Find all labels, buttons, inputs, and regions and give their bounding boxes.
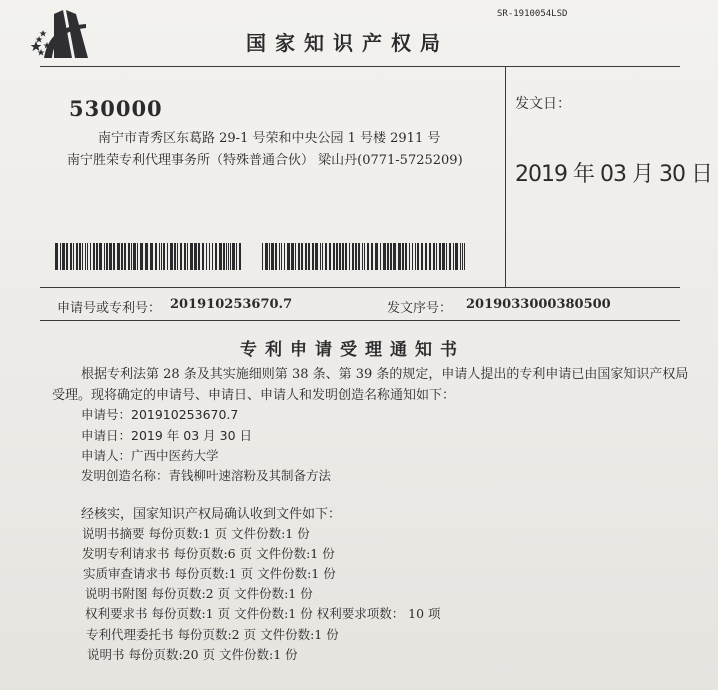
confirmation-line: 经核实，国家知识产权局确认收到文件如下：	[81, 507, 342, 522]
notice-paragraph-line-1: 根据专利法第 28 条及其实施细则第 38 条、第 39 条的规定，申请人提出的专利申请已由国家知识产权局	[81, 367, 689, 382]
field-invention-title: 发明创造名称：青钱柳叶速溶粉及其制备方法	[81, 468, 332, 483]
reference-divider	[40, 320, 680, 321]
barcode-left	[55, 243, 243, 270]
serial-number-label: 发文序号：	[387, 301, 453, 316]
send-date-value: 2019 年 03 月 30 日	[515, 162, 712, 187]
application-number-label: 申请号或专利号：	[57, 301, 162, 316]
barcode-gap	[241, 243, 242, 270]
recipient-agent: 南宁胜荣专利代理事务所（特殊普通合伙） 梁山丹(0771-5725209)	[67, 153, 463, 168]
field-applicant: 申请人：广西中医药大学	[81, 448, 219, 463]
header-divider	[40, 66, 680, 67]
file-entry: 说明书摘要 每份页数:1 页 文件份数:1 份	[82, 526, 310, 541]
field-application-number: 申请号：201910253670.7	[81, 407, 239, 422]
serial-number: 2019033000380500	[466, 297, 611, 312]
postcode: 530000	[69, 96, 163, 121]
send-date-label: 发文日：	[515, 96, 571, 112]
notice-title: 专利申请受理通知书	[240, 340, 465, 360]
application-number: 201910253670.7	[170, 297, 293, 312]
recipient-address: 南宁市青秀区东葛路 29-1 号荣和中央公园 1 号楼 2911 号	[98, 131, 441, 146]
file-entry: 发明专利请求书 每份页数:6 页 文件份数:1 份	[82, 546, 335, 561]
address-box-bottom	[40, 287, 680, 288]
file-entry: 实质审查请求书 每份页数:1 页 文件份数:1 份	[83, 566, 336, 581]
file-entry: 说明书 每份页数:20 页 文件份数:1 份	[87, 647, 298, 662]
date-box-divider	[505, 67, 506, 287]
file-entry: 专利代理委托书 每份页数:2 页 文件份数:1 份	[86, 627, 339, 642]
document-code: SR-1910054LSD	[497, 9, 568, 19]
notice-paragraph-line-2: 受理。现将确定的申请号、申请日、申请人和发明创造名称通知如下：	[52, 388, 456, 403]
field-application-date: 申请日：2019 年 03 月 30 日	[81, 428, 252, 443]
file-entry: 说明书附图 每份页数:2 页 文件份数:1 份	[85, 586, 313, 601]
file-entry: 权利要求书 每份页数:1 页 文件份数:1 份 权利要求项数： 10 项	[85, 606, 441, 621]
cnipa-logo-icon	[30, 8, 88, 60]
barcode-right	[262, 243, 467, 270]
agency-title: 国家知识产权局	[246, 31, 449, 55]
barcode-gap	[465, 243, 467, 270]
